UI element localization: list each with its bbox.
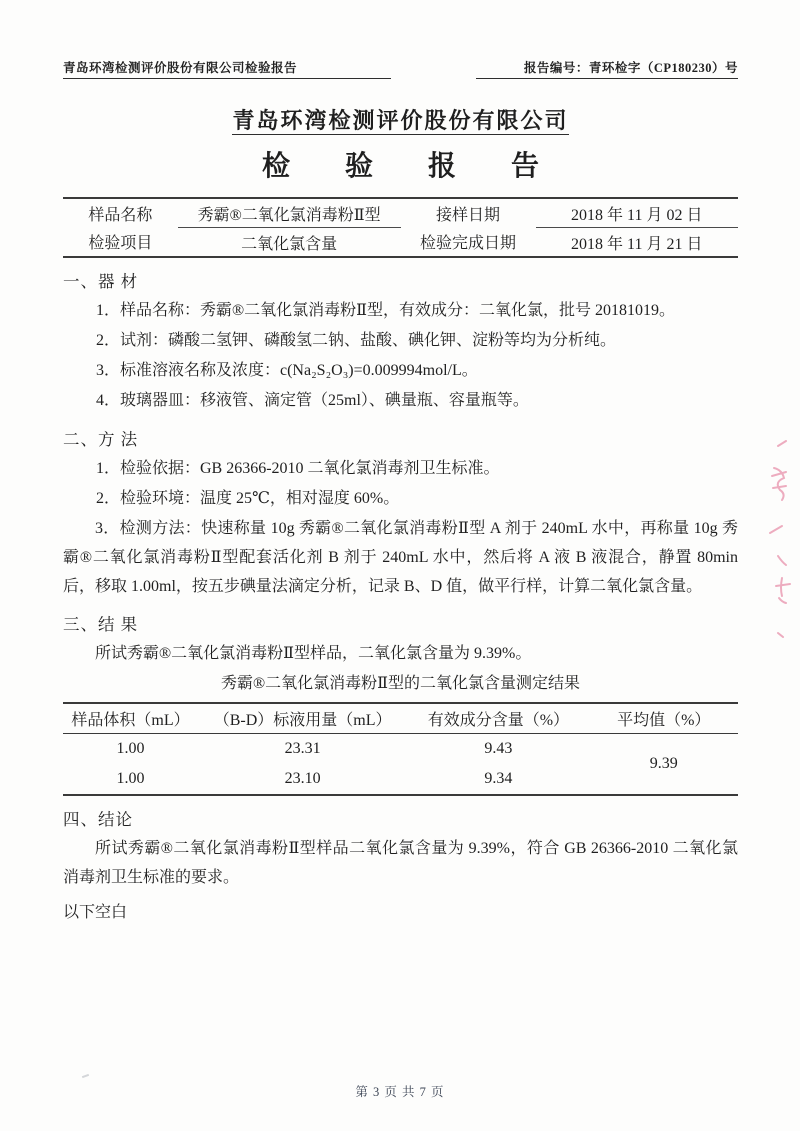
- cell-titrant-volume: 23.10: [284, 770, 321, 787]
- conclusion-paragraph: 所试秀霸®二氧化氯消毒粉Ⅱ型样品二氧化氯含量为 9.39%，符合 GB 26366-2010 二氧化氯消毒剂卫生标准的要求。: [63, 840, 738, 886]
- list-item: 3．标准溶液名称及浓度：c(Na₂S₂O₃)=0.009994mol/L。: [96, 362, 478, 379]
- list-item: 4．玻璃器皿：移液管、滴定管（25ml）、碘量瓶、容量瓶等。: [96, 392, 529, 409]
- results-table-header-row: [63, 703, 738, 734]
- result-summary: 所试秀霸®二氧化氯消毒粉Ⅱ型样品，二氧化氯含量为 9.39%。: [95, 645, 532, 662]
- completion-date-value: 2018 年 11 月 21 日: [571, 235, 703, 253]
- section-heading-method: 二、方 法: [63, 430, 139, 449]
- page-footer: 第 3 页 共 7 页: [355, 1085, 445, 1099]
- results-table-caption: 秀霸®二氧化氯消毒粉Ⅱ型的二氧化氯含量测定结果: [220, 675, 581, 692]
- cell-active-content: 9.43: [484, 740, 513, 757]
- sample-name-label: 样品名称: [88, 206, 153, 224]
- list-item: 2．检验环境：温度 25℃，相对湿度 60%。: [96, 490, 400, 507]
- list-item: 2．试剂：磷酸二氢钾、磷酸氢二钠、盐酸、碘化钾、淀粉等均为分析纯。: [96, 332, 617, 349]
- scan-artifact: [82, 1074, 89, 1078]
- sample-info-table: [63, 197, 738, 258]
- header-report-number: 报告编号：青环检字（CP180230）号: [476, 58, 738, 79]
- section-heading-result: 三、结 果: [63, 615, 139, 634]
- column-header-titrant-volume: （B-D）标液用量（mL）: [198, 703, 407, 734]
- column-header-sample-volume: 样品体积（mL）: [63, 703, 198, 734]
- sampling-date-value: 2018 年 11 月 02 日: [536, 198, 739, 228]
- column-header-active-content: 有效成分含量（%）: [407, 703, 589, 734]
- cell-sample-volume: 1.00: [116, 740, 145, 757]
- table-row: [63, 734, 738, 765]
- completion-date-label: 检验完成日期: [419, 235, 516, 253]
- method-procedure-paragraph: 3．检测方法：快速称量 10g 秀霸®二氧化氯消毒粉Ⅱ型 A 剂于 240mL 水中，再称量 10g 秀霸®二氧化氯消毒粉Ⅱ型配套活化剂 B 剂于 240mL 水中，然后将 A 液 B 液混合，静置 80min 后，移取 1.00ml，按五步碘量法滴定分析，记录 B、D 值，做平行样，计算二氧化氯含量。: [63, 520, 738, 595]
- cell-titrant-volume: 23.31: [284, 740, 321, 757]
- sample-name-value: 秀霸®二氧化氯消毒粉Ⅱ型: [178, 198, 401, 228]
- column-header-average: 平均值（%）: [590, 703, 739, 734]
- header-company-report-title: 青岛环湾检测评价股份有限公司检验报告: [63, 58, 391, 79]
- table-row: [63, 198, 738, 228]
- blank-below-note: 以下空白: [63, 904, 128, 921]
- red-ink-bleedthrough-mark: [748, 428, 800, 653]
- page-content: [63, 0, 738, 928]
- cell-sample-volume: 1.00: [116, 770, 145, 787]
- test-item-value: 二氧化氯含量: [241, 235, 338, 253]
- list-item: 1．样品名称：秀霸®二氧化氯消毒粉Ⅱ型，有效成分：二氧化氯，批号 20181019。: [96, 302, 676, 319]
- list-item: 1．检验依据：GB 26366-2010 二氧化氯消毒剂卫生标准。: [96, 460, 500, 477]
- cell-active-content: 9.34: [484, 770, 513, 787]
- running-header: [63, 58, 738, 79]
- test-item-label: 检验项目: [88, 235, 153, 253]
- table-row: [63, 228, 738, 258]
- results-table: [63, 702, 738, 796]
- company-name-title: 青岛环湾检测评价股份有限公司: [232, 108, 569, 133]
- section-heading-conclusion: 四、结论: [63, 810, 133, 829]
- sampling-date-label: 接样日期: [435, 206, 500, 224]
- section-heading-equipment: 一、器 材: [63, 272, 139, 291]
- report-title: 检 验 报 告: [261, 151, 563, 182]
- cell-average-value: 9.39: [649, 755, 678, 772]
